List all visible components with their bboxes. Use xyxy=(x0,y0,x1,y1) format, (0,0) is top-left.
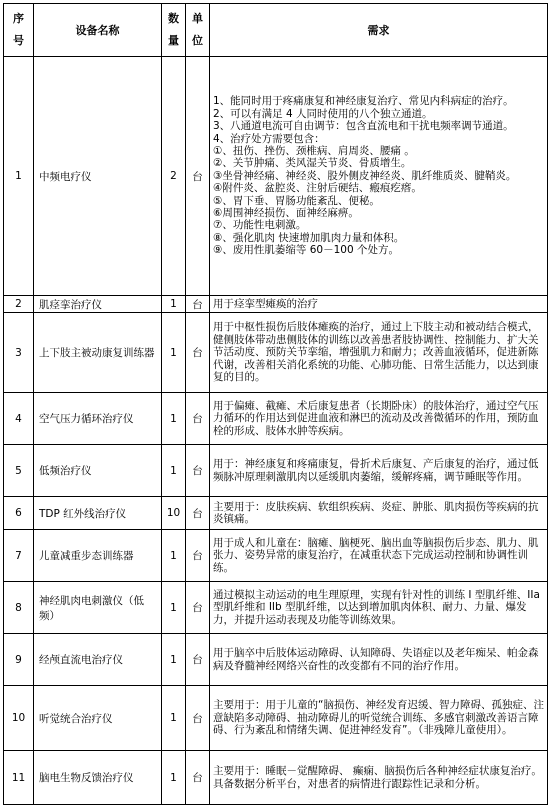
row-unit: 台 xyxy=(186,296,210,313)
requirement-line: 用于：神经康复和疼痛康复，骨折术后康复、产后康复的治疗，通过低频脉冲原理刺激肌肉以延缓肌肉萎缩，缓解疼痛，调节睡眠等作用。 xyxy=(213,458,539,483)
table-body xyxy=(4,57,548,805)
row-qty: 1 xyxy=(162,313,186,393)
table-row xyxy=(4,313,548,393)
requirement-line: 主要用于：用于儿童的“脑损伤、神经发育迟缓、智力障碍、孤独症、注意缺陷多动障碍、抽动障碍儿的听觉统合训练、多感官刺激改善语言障碍、行为紊乱和情绪失调、促进神经发育”。（非残障儿童使用）。 xyxy=(213,699,544,737)
requirement-line: 主要用于：睡眠－觉醒障碍、 癫痫、脑损伤后各种神经症状康复治疗。具备数据分析平台，对患者的病情进行跟踪性记录和分析。 xyxy=(213,765,542,790)
row-device-name: TDP 红外线治疗仪 xyxy=(34,497,162,530)
requirement-line: ②、关节肿痛、类风湿关节炎、骨质增生。 xyxy=(213,157,412,170)
table-row xyxy=(4,445,548,497)
row-unit: 台 xyxy=(186,582,210,634)
row-seq: 7 xyxy=(4,530,34,582)
row-device-name: 脑电生物反馈治疗仪 xyxy=(34,751,162,805)
row-qty: 1 xyxy=(162,582,186,634)
table-row xyxy=(4,634,548,686)
row-device-name: 肌痉挛治疗仪 xyxy=(34,296,162,313)
row-device-name: 儿童减重步态训练器 xyxy=(34,530,162,582)
table-row xyxy=(4,296,548,313)
row-seq: 4 xyxy=(4,393,34,445)
row-qty: 1 xyxy=(162,393,186,445)
table-row xyxy=(4,57,548,296)
row-unit: 台 xyxy=(186,751,210,805)
row-seq: 6 xyxy=(4,497,34,530)
row-requirements xyxy=(210,582,548,634)
row-unit: 台 xyxy=(186,497,210,530)
row-device-name: 上下肢主被动康复训练器 xyxy=(34,313,162,393)
row-qty: 1 xyxy=(162,445,186,497)
requirement-line: ④附件炎、盆腔炎、注射后硬结、瘢痕疙瘩。 xyxy=(213,182,422,195)
requirement-line: 用于成人和儿童在：脑瘫、脑梗死、脑出血等脑损伤后步态、肌力、肌张力、姿势异常的康复治疗，在减重状态下完成运动控制和协调性训练。 xyxy=(213,536,539,574)
row-requirements xyxy=(210,313,548,393)
row-requirements xyxy=(210,497,548,530)
requirement-line: ⑧、强化肌肉 快速增加肌肉力量和体积。 xyxy=(213,231,405,244)
requirement-line: 通过模拟主动运动的电生理原理，实现有针对性的训练 I 型肌纤维、IIa 型肌纤维和 IIb 型肌纤维，以达到增加肌肉体积、耐力、力量、爆发力，并提升运动表现及功能等训练效果。 xyxy=(213,588,540,626)
requirement-line: ⑦、功能性电刺激。 xyxy=(213,219,307,232)
header-unit: 单 位 xyxy=(186,4,210,57)
row-qty: 1 xyxy=(162,686,186,751)
table-row xyxy=(4,582,548,634)
equipment-table xyxy=(3,3,548,805)
requirement-line: 用于偏瘫、截瘫、术后康复患者（长期卧床）的肢体治疗，通过空气压力循环的作用达到促进血液和淋巴的流动及改善微循环的作用，预防血栓的形成、肢体水肿等疾病。 xyxy=(213,399,539,437)
row-seq: 8 xyxy=(4,582,34,634)
row-seq: 11 xyxy=(4,751,34,805)
row-seq: 2 xyxy=(4,296,34,313)
row-qty: 1 xyxy=(162,751,186,805)
row-seq: 1 xyxy=(4,57,34,296)
row-requirements xyxy=(210,686,548,751)
table-row xyxy=(4,497,548,530)
row-unit: 台 xyxy=(186,686,210,751)
requirement-line: ③坐骨神经痛、神经炎、股外侧皮神经炎、肌纤维质炎、腱鞘炎。 xyxy=(213,169,517,182)
requirement-line: 用于脑卒中后肢体运动障碍、认知障碍、失语症以及老年痴呆、帕金森病及脊髓神经网络兴奋性的改变都有不同的治疗作用。 xyxy=(213,647,539,672)
requirement-line: 4、治疗处方需要包含： xyxy=(213,132,325,145)
row-qty: 2 xyxy=(162,57,186,296)
table-row xyxy=(4,686,548,751)
requirement-line: 用于痉挛型瘫痪的治疗 xyxy=(213,297,318,310)
row-device-name: 神经肌肉电刺激仪（低频） xyxy=(34,582,162,634)
row-seq: 10 xyxy=(4,686,34,751)
requirement-line: ⑨、废用性肌萎缩等 60－100 个处方。 xyxy=(213,244,399,257)
row-unit: 台 xyxy=(186,57,210,296)
table-row xyxy=(4,393,548,445)
row-device-name: 听觉统合治疗仪 xyxy=(34,686,162,751)
row-requirements xyxy=(210,393,548,445)
row-qty: 1 xyxy=(162,296,186,313)
row-unit: 台 xyxy=(186,530,210,582)
requirement-line: 主要用于：皮肤疾病、软组织疾病、炎症、肿胀、肌肉损伤等疾病的抗炎镇痛。 xyxy=(213,500,539,525)
row-device-name: 低频治疗仪 xyxy=(34,445,162,497)
row-requirements xyxy=(210,634,548,686)
requirement-line: ①、扭伤、挫伤、颈椎病、肩周炎、腰痛 。 xyxy=(213,144,415,157)
row-device-name: 空气压力循环治疗仪 xyxy=(34,393,162,445)
header-name: 设备名称 xyxy=(34,4,162,57)
row-seq: 9 xyxy=(4,634,34,686)
row-unit: 台 xyxy=(186,634,210,686)
row-requirements xyxy=(210,530,548,582)
header-qty: 数 量 xyxy=(162,4,186,57)
row-device-name: 中频电疗仪 xyxy=(34,57,162,296)
header-req: 需求 xyxy=(210,4,548,57)
row-requirements xyxy=(210,296,548,313)
row-device-name: 经颅直流电治疗仪 xyxy=(34,634,162,686)
table-row xyxy=(4,751,548,805)
row-seq: 3 xyxy=(4,313,34,393)
row-qty: 10 xyxy=(162,497,186,530)
header-row xyxy=(4,4,548,57)
row-requirements xyxy=(210,57,548,296)
requirement-line: 1、能同时用于疼痛康复和神经康复治疗、常见内科病症的治疗。 xyxy=(213,95,514,108)
requirement-line: ⑥周围神经损伤、面神经麻痹。 xyxy=(213,207,359,220)
header-seq: 序 号 xyxy=(4,4,34,57)
row-seq: 5 xyxy=(4,445,34,497)
table-row xyxy=(4,530,548,582)
requirement-line: 用于中枢性损伤后肢体瘫痪的治疗，通过上下肢主动和被动结合模式，健侧肢体带动患侧肢体的训练以改善患者肢协调性、控制能力、扩大关节活动度、预防关节挛缩，增强肌力和耐力；改善血液循环，促进新陈代谢，改善相关消化系统的功能、心肺功能、日常生活能力，以达到康复的目的。 xyxy=(213,321,539,384)
requirement-line: 2、可以有满足 4 人同时使用的八个独立通道。 xyxy=(213,107,433,120)
row-qty: 1 xyxy=(162,530,186,582)
row-requirements xyxy=(210,445,548,497)
row-unit: 台 xyxy=(186,393,210,445)
requirement-line: ⑤、胃下垂、胃肠功能紊乱、便秘。 xyxy=(213,194,380,207)
row-unit: 台 xyxy=(186,445,210,497)
row-requirements xyxy=(210,751,548,805)
requirement-line: 3、八通道电流可自由调节：包含直流电和干扰电频率调节通道。 xyxy=(213,120,514,133)
row-unit: 台 xyxy=(186,313,210,393)
row-qty: 1 xyxy=(162,634,186,686)
